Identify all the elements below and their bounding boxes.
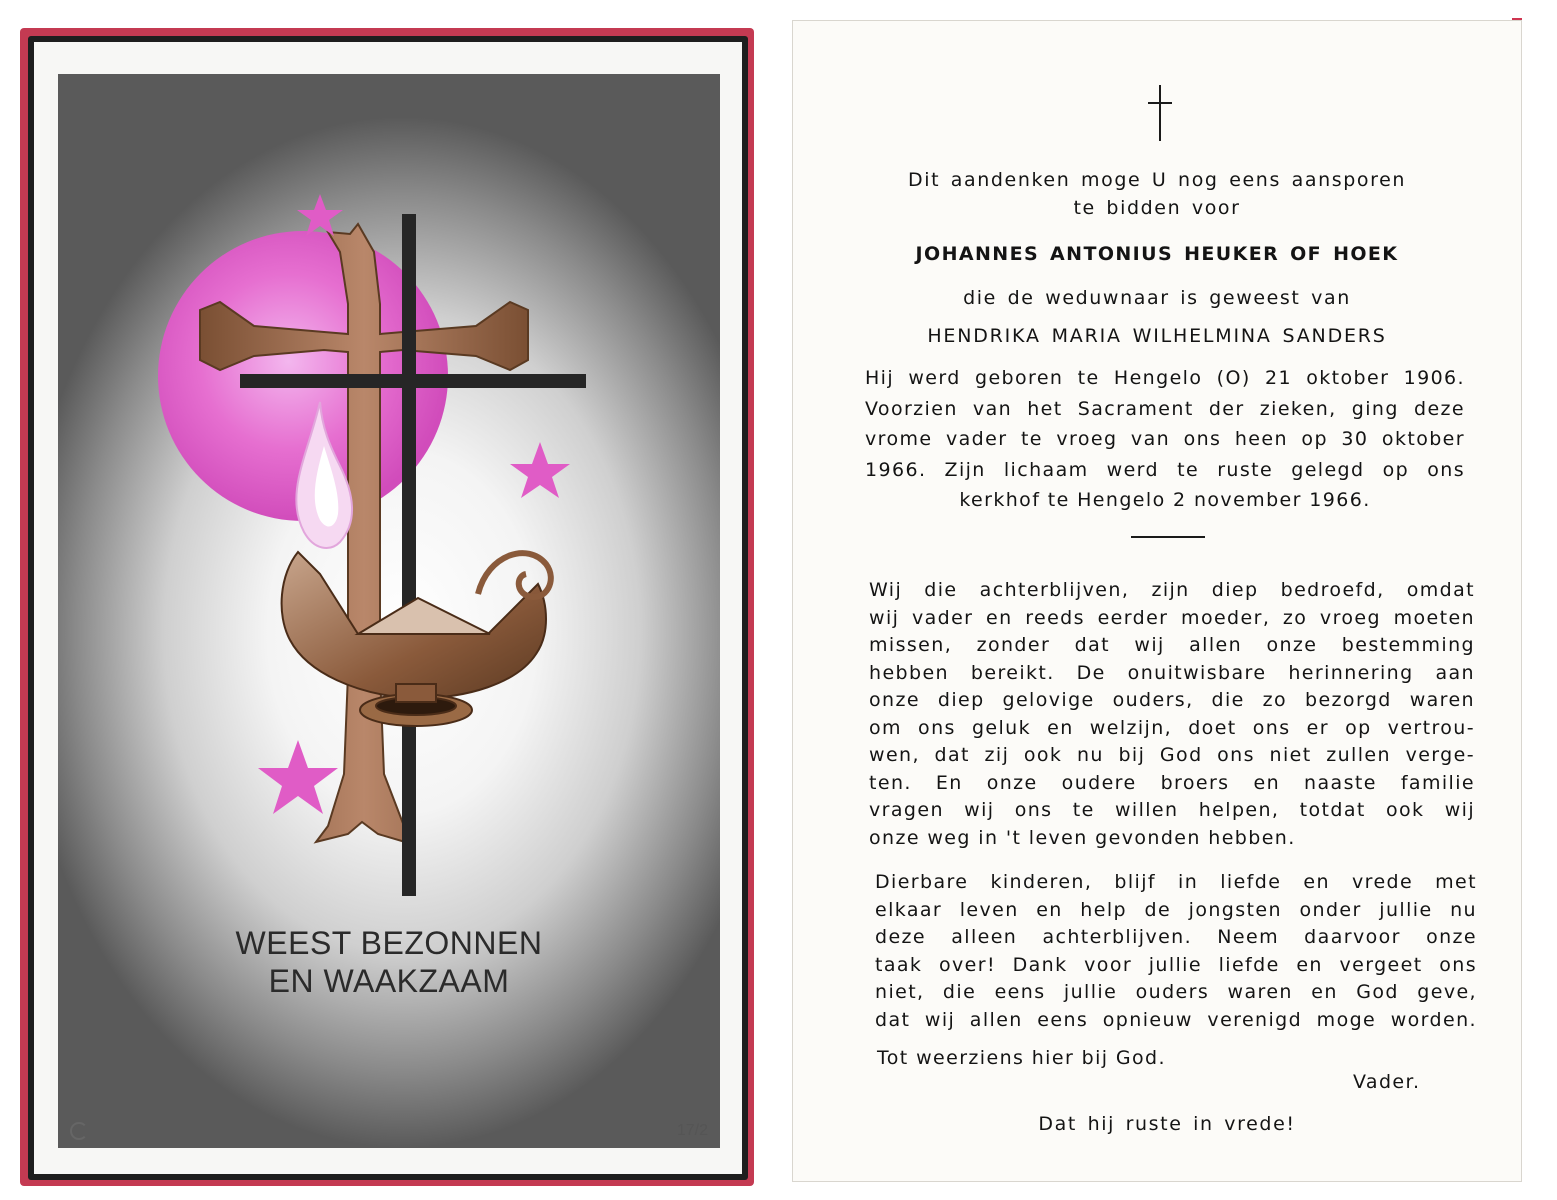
star-bottom: [258, 740, 338, 814]
back-text: [793, 21, 1521, 1181]
intro-line-2: te bidden voor: [1073, 197, 1241, 219]
paragraph-line: taak over! Dank voor jullie liefde en vergeet ons: [875, 953, 1477, 976]
publisher-mark-icon: [70, 1122, 88, 1140]
bio-line: 1966. Zijn lichaam werd te ruste gelegd op ons: [865, 458, 1465, 481]
front-card: [20, 28, 754, 1186]
paragraph-line: hebben bereikt. De onuitwisbare herinnering aan: [869, 661, 1475, 684]
black-cross-vertical: [402, 214, 416, 896]
paragraph-line: om ons geluk en welzijn, doet ons er op vertrou-: [869, 716, 1475, 739]
oil-lamp: [282, 552, 551, 726]
intro-line-1: Dit aandenken moge U nog eens aansporen: [907, 169, 1407, 191]
signature: Vader.: [1353, 1071, 1421, 1093]
farewell-line: Tot weerziens hier bij God.: [877, 1047, 1166, 1069]
paragraph-line: onze weg in 't leven gevonden hebben.: [869, 826, 1296, 849]
motto-line-2: EN WAAKZAAM: [268, 963, 510, 999]
relation-line: die de weduwnaar is geweest van: [963, 287, 1351, 309]
paragraph-line: elkaar leven en help de jongsten onder jullie nu: [875, 898, 1477, 921]
paragraph-line: Dierbare kinderen, blijf in liefde en vrede met: [875, 871, 1477, 893]
spouse-name: HENDRIKA MARIA WILHELMINA SANDERS: [927, 325, 1387, 347]
back-card: [792, 20, 1522, 1182]
paragraph-line: wij vader en reeds eerder moeder, zo vroeg moeten: [869, 606, 1475, 629]
farewell-block: [877, 1045, 1477, 1073]
paragraph-line: dat wij allen eens opnieuw verenigd moge worden.: [875, 1008, 1477, 1031]
closing-line: Dat hij ruste in vrede!: [1038, 1113, 1296, 1135]
bio-line: Hij werd geboren te Hengelo (O) 21 oktober 1906.: [865, 367, 1465, 389]
paragraph-2: [875, 869, 1477, 1034]
bio-line: kerkhof te Hengelo 2 november 1966.: [959, 489, 1371, 511]
print-code: 17/2: [676, 1122, 708, 1139]
bio-line: Voorzien van het Sacrament der zieken, ging deze: [865, 397, 1465, 420]
deceased-name: JOHANNES ANTONIUS HEUKER OF HOEK: [915, 243, 1399, 265]
bio-block: [865, 365, 1465, 515]
divider-rule: [1131, 536, 1205, 538]
paragraph-line: ten. En onze oudere broers en naaste familie: [869, 771, 1475, 794]
paragraph-line: onze diep gelovige ouders, die zo bezorgd waren: [869, 689, 1475, 711]
paragraph-line: Wij die achterblijven, zijn diep bedroefd, omdat: [869, 579, 1475, 601]
star-right: [510, 442, 570, 498]
cross-icon: [1148, 85, 1172, 141]
star-top: [297, 194, 343, 236]
paragraph-line: niet, die eens jullie ouders waren en God geve,: [875, 981, 1477, 1003]
paragraph-line: deze alleen achterblijven. Neem daarvoor onze: [875, 926, 1477, 948]
front-illustration: [58, 74, 720, 1148]
black-cross-horizontal: [240, 374, 586, 388]
paragraph-line: vragen wij ons te willen helpen, totdat ook wij: [869, 799, 1475, 821]
mourning-frame: [28, 36, 748, 1180]
motto-line-1: WEEST BEZONNEN: [235, 925, 543, 961]
bio-line: vrome vader te vroeg van ons heen op 30 oktober: [865, 428, 1465, 450]
paragraph-line: wen, dat zij ook nu bij God ons niet zullen verge-: [869, 744, 1475, 766]
paragraph-line: missen, zonder dat wij allen onze bestemming: [869, 634, 1475, 656]
paragraph-1: [869, 577, 1475, 852]
front-motto: [58, 924, 720, 1000]
card-border: [34, 42, 742, 1174]
